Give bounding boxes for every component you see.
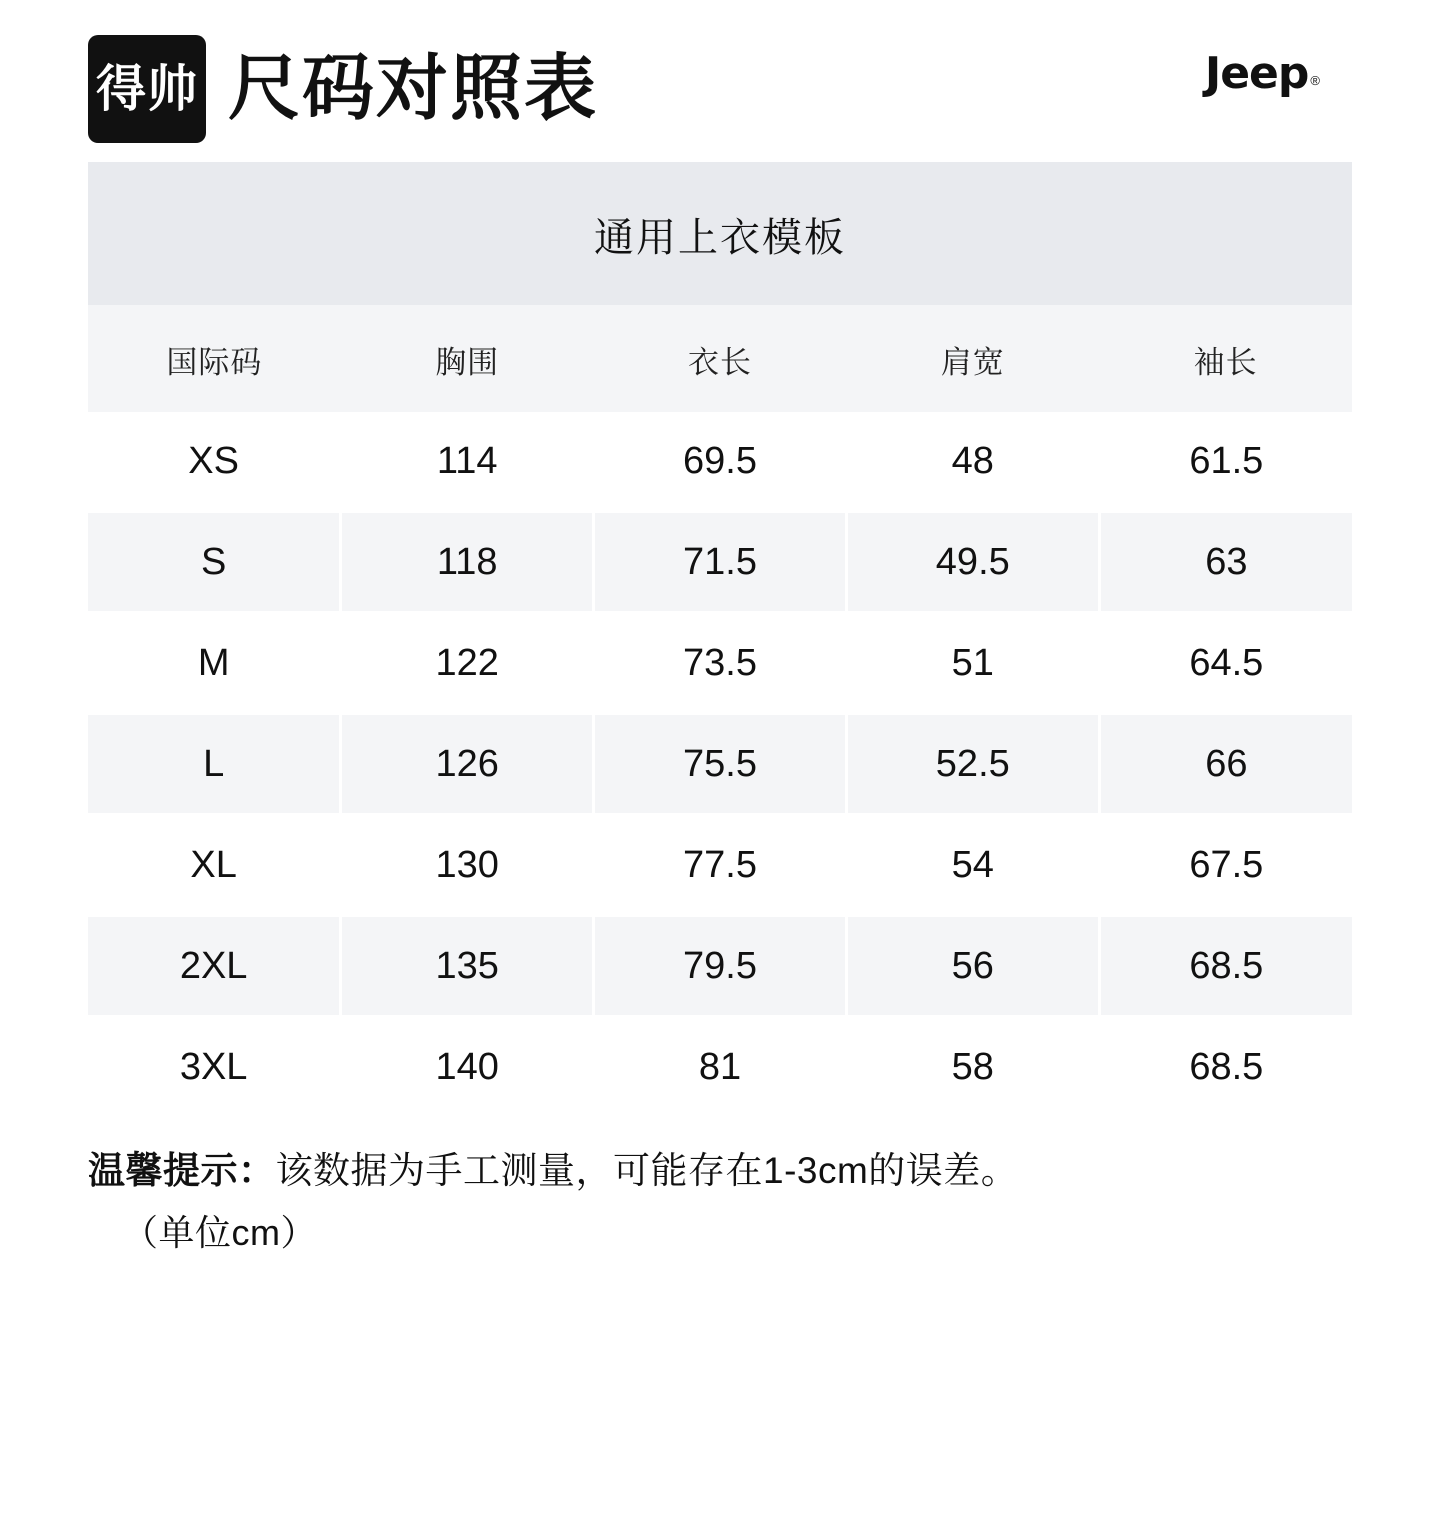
jeep-logo [1204,48,1320,99]
note-text: 该数据为手工测量，可能存在1-3cm的误差。 [275,1150,1019,1191]
cell-shoulder: 56 [846,916,1099,1017]
cell-length: 75.5 [594,714,847,815]
cell-size: S [88,512,341,613]
cell-chest: 126 [341,714,594,815]
measurement-note [88,1142,1352,1261]
cell-sleeve: 61.5 [1099,412,1352,512]
cell-length: 77.5 [594,815,847,916]
cell-shoulder: 54 [846,815,1099,916]
cell-size: XL [88,815,341,916]
jeep-logo-text: Jeep [1204,48,1309,99]
cell-sleeve: 67.5 [1099,815,1352,916]
column-header-international-size: 国际码 [88,305,341,412]
cell-shoulder: 52.5 [846,714,1099,815]
table-header-row [88,305,1352,412]
table-row [88,815,1352,916]
table-row [88,1017,1352,1117]
table-row [88,613,1352,714]
cell-shoulder: 49.5 [846,512,1099,613]
cell-chest: 135 [341,916,594,1017]
registered-mark-icon: ® [1310,73,1320,88]
cell-shoulder: 51 [846,613,1099,714]
cell-size: 2XL [88,916,341,1017]
table-row [88,916,1352,1017]
column-header-sleeve: 袖长 [1099,305,1352,412]
cell-length: 79.5 [594,916,847,1017]
brand-badge-label: 得帅 [96,60,198,118]
table-header [88,305,1352,412]
table-row [88,714,1352,815]
note-label: 温馨提示： [88,1150,276,1191]
cell-sleeve: 68.5 [1099,916,1352,1017]
cell-sleeve: 64.5 [1099,613,1352,714]
cell-length: 71.5 [594,512,847,613]
cell-sleeve: 68.5 [1099,1017,1352,1117]
brand-badge-logo [88,35,206,143]
column-header-length: 衣长 [594,305,847,412]
cell-length: 69.5 [594,412,847,512]
size-chart-container [88,162,1352,1116]
cell-size: 3XL [88,1017,341,1117]
cell-chest: 130 [341,815,594,916]
cell-chest: 122 [341,613,594,714]
table-caption: 通用上衣模板 [88,162,1352,305]
column-header-chest: 胸围 [341,305,594,412]
cell-chest: 118 [341,512,594,613]
note-unit: （单位cm） [122,1212,317,1254]
cell-chest: 140 [341,1017,594,1117]
cell-size: XS [88,412,341,512]
cell-sleeve: 63 [1099,512,1352,613]
cell-shoulder: 58 [846,1017,1099,1117]
cell-size: M [88,613,341,714]
page-header [0,0,1440,150]
cell-sleeve: 66 [1099,714,1352,815]
cell-size: L [88,714,341,815]
table-row [88,512,1352,613]
cell-length: 73.5 [594,613,847,714]
cell-shoulder: 48 [846,412,1099,512]
page-title: 尺码对照表 [228,49,599,129]
cell-chest: 114 [341,412,594,512]
size-chart-table [88,162,1352,1116]
column-header-shoulder: 肩宽 [846,305,1099,412]
table-body [88,412,1352,1116]
table-row [88,412,1352,512]
cell-length: 81 [594,1017,847,1117]
